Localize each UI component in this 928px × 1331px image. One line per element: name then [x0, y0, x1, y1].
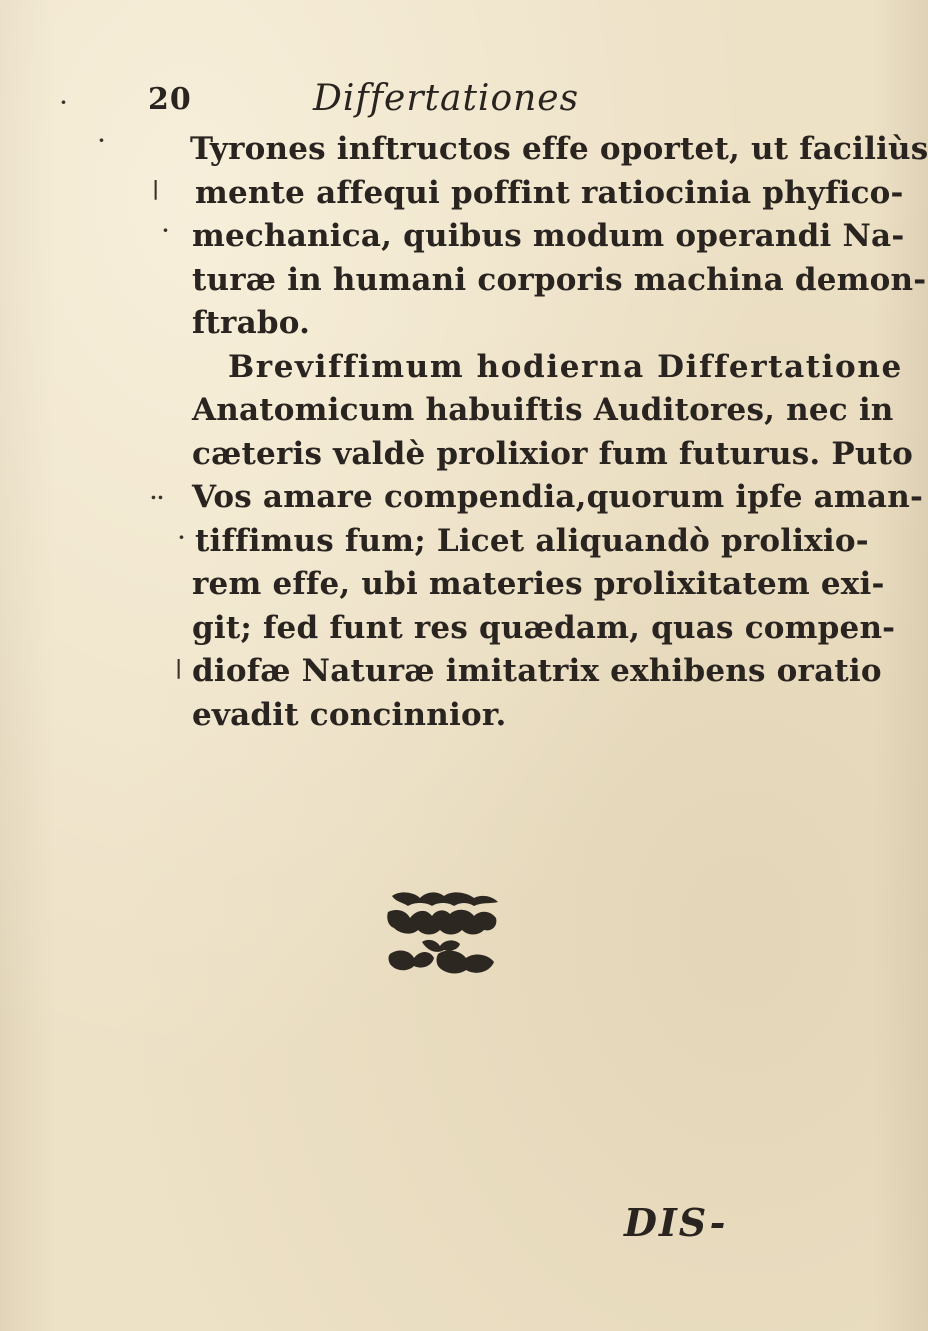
running-head: Differtationes: [313, 78, 580, 119]
text-line: turæ in humani corporis machina demon-: [192, 261, 927, 298]
text-line: mente affequi poffint ratiocinia phyfico-: [195, 174, 904, 211]
margin-mark: ·: [60, 90, 67, 114]
text-line: diofæ Naturæ imitatrix exhibens oratio: [192, 653, 882, 689]
body-text: [190, 128, 928, 737]
text-line: Vos amare compendia,quorum ipfe aman-: [192, 479, 924, 515]
margin-mark: |: [175, 655, 183, 679]
margin-mark: ·: [98, 128, 105, 152]
text-line: rem effe, ubi materies prolixitatem exi-: [192, 566, 885, 602]
catchword: DIS-: [624, 1200, 728, 1245]
margin-mark: ·: [178, 525, 185, 549]
margin-mark: |: [152, 176, 160, 200]
text-line: mechanica, quibus modum operandi Na-: [192, 218, 905, 254]
text-line: tiffimus fum; Licet aliquandò prolixio-: [195, 522, 869, 559]
fleuron-icon: [370, 890, 520, 990]
text-line: Tyrones inftructos effe oportet, ut faciliùs: [190, 131, 928, 167]
text-line: Breviffimum hodierna Differtatione: [228, 348, 903, 385]
text-line: cæteris valdè prolixior fum futurus. Puto: [192, 435, 914, 472]
text-line: Anatomicum habuiftis Auditores, nec in: [192, 392, 894, 428]
page-header: [148, 78, 648, 128]
text-line: git; fed funt res quædam, quas compen-: [192, 609, 896, 646]
text-line: ftrabo.: [192, 305, 311, 341]
page-number: 20: [148, 82, 192, 117]
text-line: evadit concinnior.: [192, 696, 507, 733]
margin-mark: ·: [162, 218, 169, 242]
margin-mark: ..: [150, 480, 164, 504]
